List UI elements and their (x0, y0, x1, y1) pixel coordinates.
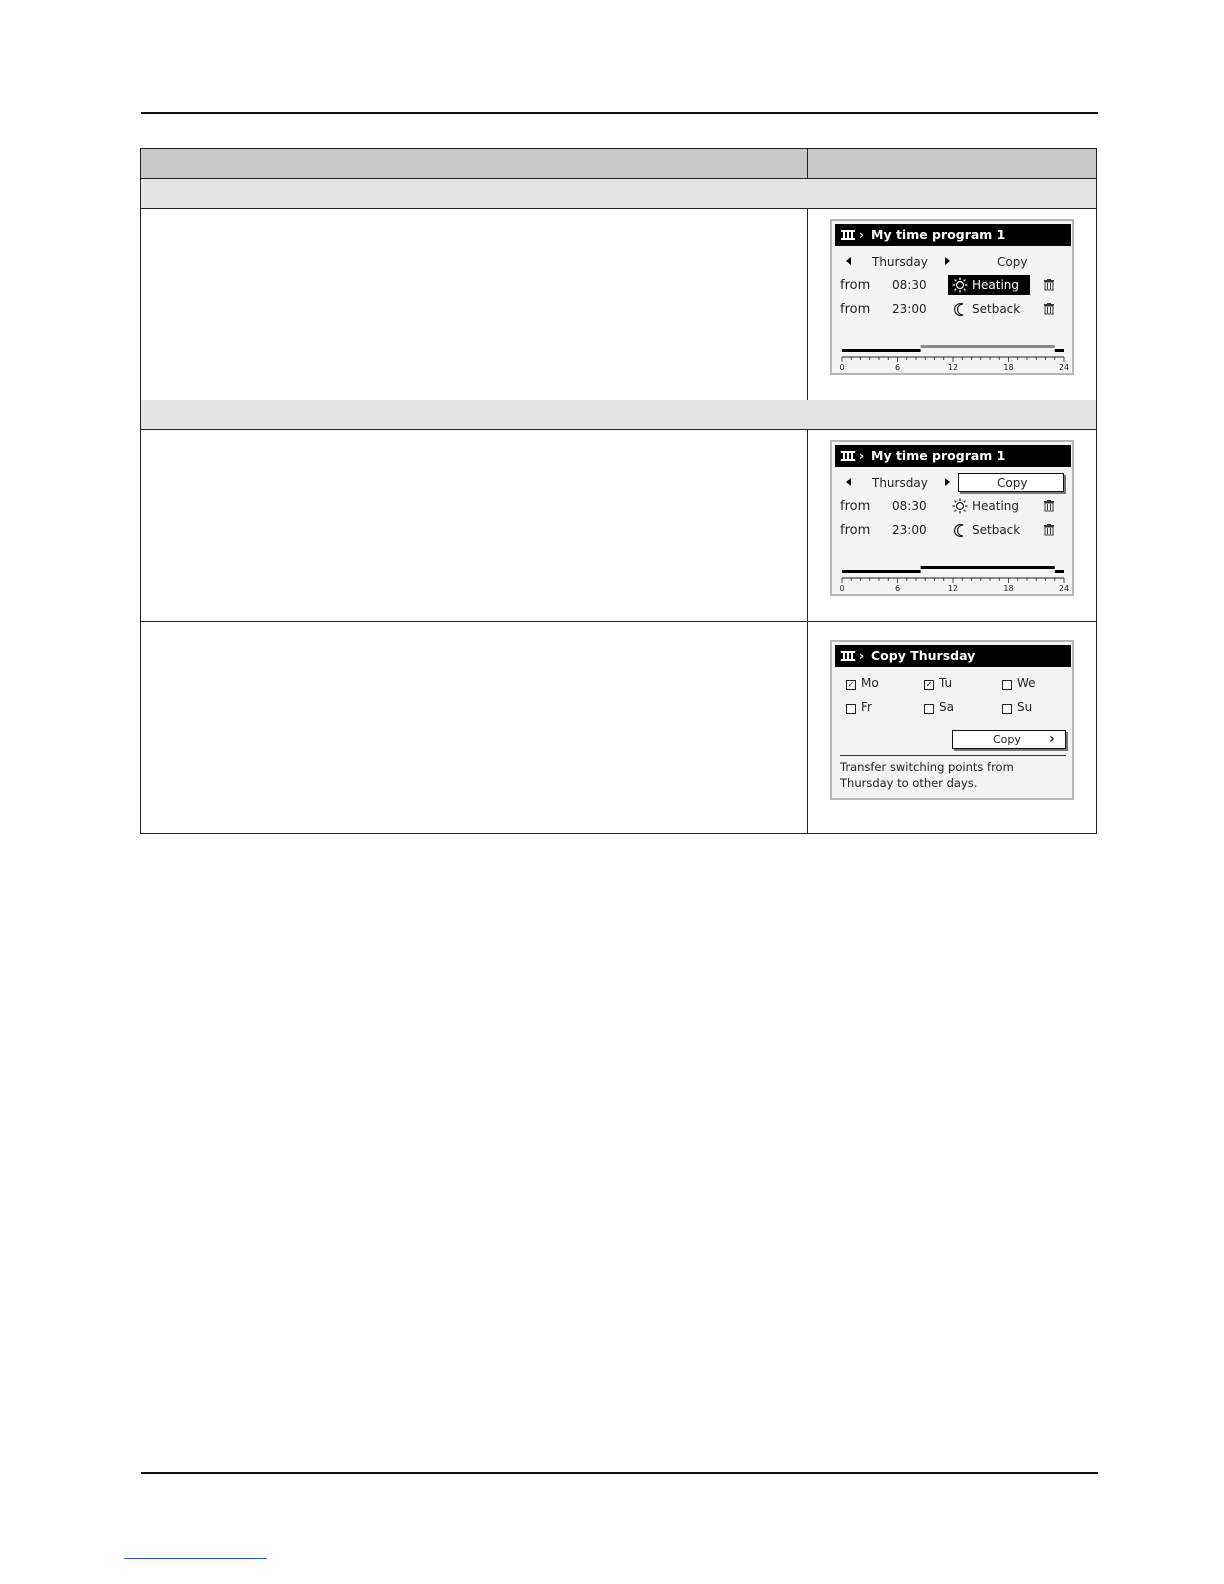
mode-setback[interactable]: Setback (972, 523, 1021, 537)
axis-tick-label: 18 (1003, 363, 1014, 372)
switch-time[interactable]: 08:30 (892, 278, 927, 292)
delete-icon[interactable] (1044, 524, 1054, 535)
copy-button-label: Copy (997, 476, 1028, 490)
mode-heating[interactable]: Heating (972, 278, 1020, 292)
day-label-mo: Mo (861, 676, 879, 690)
delete-icon[interactable] (1044, 303, 1054, 314)
setback-bar (842, 570, 921, 573)
table-section-row (141, 179, 1096, 209)
day-label: Thursday (872, 476, 928, 490)
checkbox-mo[interactable]: ✓ (847, 680, 855, 689)
checkbox-fr[interactable] (846, 704, 856, 714)
setback-bar (1055, 349, 1064, 352)
menu-icon (841, 451, 855, 461)
heating-bar (921, 345, 1055, 348)
copy-button[interactable] (958, 473, 1064, 492)
prev-day-arrow-icon[interactable] (846, 478, 851, 486)
day-timeline (839, 566, 1070, 593)
breadcrumb-separator: › (859, 448, 865, 463)
switch-time[interactable]: 08:30 (892, 499, 927, 513)
screen-title: My time program 1 (871, 227, 1006, 242)
copy-button-label: Copy (993, 733, 1021, 746)
day-label-fr: Fr (861, 700, 872, 714)
axis-tick-label: 24 (1058, 584, 1070, 593)
axis-tick-label: 24 (1058, 363, 1070, 372)
menu-icon (841, 230, 855, 240)
switch-time[interactable]: 23:00 (892, 302, 927, 316)
checkbox-tu[interactable]: ✓ (925, 680, 933, 689)
breadcrumb-separator: › (859, 648, 865, 663)
axis-tick-label: 0 (839, 363, 845, 372)
checkbox-we[interactable] (1002, 680, 1012, 690)
screen-title-bar (835, 445, 1071, 467)
day-label-su: Su (1017, 700, 1033, 714)
screen-title-bar (835, 224, 1071, 246)
from-label: from (840, 302, 871, 317)
prev-day-arrow-icon[interactable] (846, 257, 851, 265)
screen-title: Copy Thursday (871, 648, 976, 663)
mode-heating[interactable]: Heating (972, 499, 1020, 513)
day-timeline (839, 345, 1070, 372)
screen-title-bar (835, 645, 1071, 667)
axis-tick-label: 0 (839, 584, 845, 593)
heating-bar (921, 566, 1055, 569)
day-label-sa: Sa (939, 700, 954, 714)
footer-rule (141, 1472, 1098, 1474)
switch-time[interactable]: 23:00 (892, 523, 927, 537)
next-day-arrow-icon[interactable] (945, 478, 950, 486)
sun-icon (952, 498, 968, 514)
column-divider (807, 209, 808, 400)
moon-icon (956, 524, 966, 537)
sun-icon (952, 277, 968, 293)
day-label: Thursday (872, 255, 928, 269)
instruction-table (140, 148, 1097, 834)
from-label: from (840, 499, 871, 514)
delete-icon[interactable] (1044, 279, 1054, 290)
setback-bar (1055, 570, 1064, 573)
device-screen-2 (830, 440, 1074, 596)
checkbox-sa[interactable] (924, 704, 934, 714)
mode-setback[interactable]: Setback (972, 302, 1021, 316)
table-section-row (141, 400, 1096, 430)
info-text-line-2: Thursday to other days. (840, 776, 978, 790)
from-label: from (840, 278, 871, 293)
day-label-tu: Tu (939, 676, 953, 690)
screen-title: My time program 1 (871, 448, 1006, 463)
column-divider (807, 430, 808, 833)
info-text-line-1: Transfer switching points from (840, 760, 1014, 774)
device-screen-3 (830, 640, 1074, 800)
day-label-we: We (1017, 676, 1036, 690)
table-header-row (141, 149, 1096, 179)
next-day-arrow-icon[interactable] (945, 257, 950, 265)
row-divider (141, 621, 1096, 622)
header-rule (141, 112, 1098, 114)
axis-tick-label: 6 (894, 584, 901, 593)
axis-tick-label: 6 (894, 363, 901, 372)
from-label: from (840, 523, 871, 538)
menu-icon (841, 651, 855, 661)
copy-button[interactable]: Copy (997, 255, 1028, 269)
footer-link-underline (124, 1558, 267, 1559)
divider (840, 755, 1066, 756)
setback-bar (842, 349, 921, 352)
checkbox-su[interactable] (1002, 704, 1012, 714)
axis-tick-label: 18 (1003, 584, 1014, 593)
device-screen-1 (830, 219, 1074, 375)
moon-icon (956, 303, 966, 316)
axis-tick-label: 12 (947, 363, 959, 372)
axis-tick-label: 12 (947, 584, 959, 593)
delete-icon[interactable] (1044, 500, 1054, 511)
copy-confirm-button[interactable] (952, 730, 1066, 749)
breadcrumb-separator: › (859, 227, 865, 242)
chevron-right-icon: › (1049, 731, 1055, 747)
